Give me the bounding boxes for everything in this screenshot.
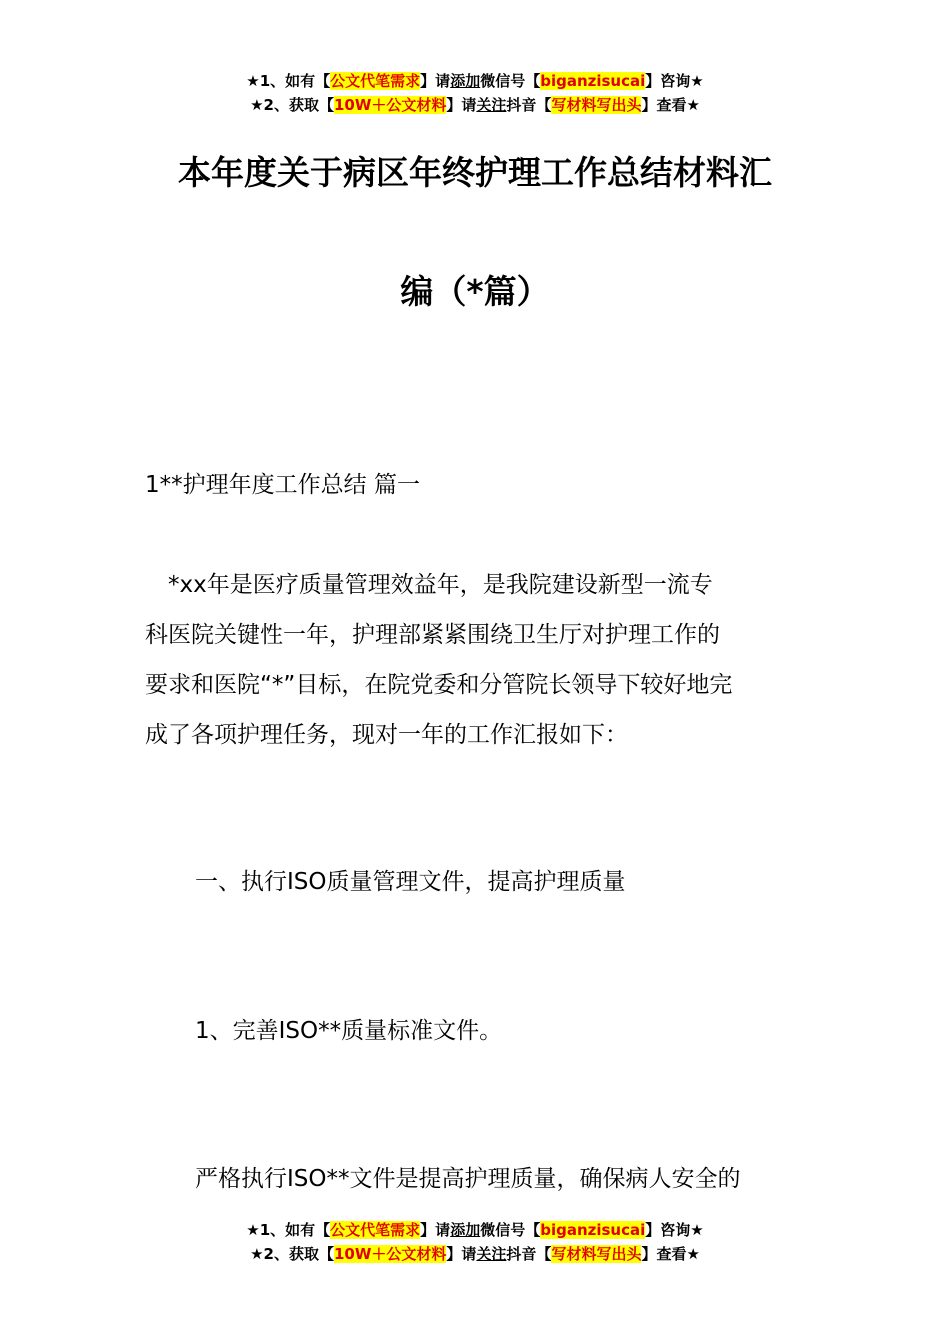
intro-paragraph [145,560,810,760]
promo-banner-bottom [0,1218,950,1266]
body-paragraph-2: 严格执行ISO**文件是提高护理质量，确保病人安全的 [195,1166,741,1192]
promo-text: ★1、如有【 [246,1221,331,1239]
promo-text: 】请 [446,96,477,114]
promo-text: 】查看★ [641,1245,700,1263]
subheading-1: 一、执行ISO质量管理文件，提高护理质量 [195,869,626,895]
promo-text: 】咨询★ [645,72,704,90]
promo-underlined: 关注 [476,1245,507,1263]
promo-text: ★1、如有【 [246,72,331,90]
paragraph-line: 科医院关键性一年，护理部紧紧围绕卫生厅对护理工作的 [145,622,720,648]
paragraph-line: 要求和医院“*”目标，在院党委和分管院长领导下较好地完 [145,672,733,698]
paragraph-line: 成了各项护理任务，现对一年的工作汇报如下： [145,722,628,748]
promo-text: 】查看★ [641,96,700,114]
promo-line-2 [0,93,950,117]
promo-text: 抖音【 [506,96,552,114]
promo-banner-top [0,69,950,117]
promo-text: 微信号【 [480,72,541,90]
section-heading: 1**护理年度工作总结 篇一 [145,472,420,498]
document-title-line-2: 编（*篇） [400,272,550,311]
promo-text: ★2、获取【 [250,1245,334,1263]
subheading-1-1: 1、完善ISO**质量标准文件。 [195,1018,503,1044]
promo-text: 】请 [446,1245,477,1263]
promo-line-1 [0,69,950,93]
promo-line-2 [0,1242,950,1266]
paragraph-line: *xx年是医疗质量管理效益年，是我院建设新型一流专 [145,572,713,598]
promo-underlined: 添加 [450,72,481,90]
promo-text: 】咨询★ [645,1221,704,1239]
promo-highlight: 10W＋公文材料 [333,96,447,114]
promo-text: ★2、获取【 [250,96,334,114]
promo-text: 】请 [420,72,451,90]
promo-highlight: 10W＋公文材料 [333,1245,447,1263]
promo-underlined: 关注 [476,96,507,114]
promo-highlight: 写材料写出头 [551,1245,642,1263]
document-title-line-1: 本年度关于病区年终护理工作总结材料汇 [178,153,772,192]
promo-highlight: 写材料写出头 [551,96,642,114]
promo-line-1 [0,1218,950,1242]
promo-underlined: 添加 [450,1221,481,1239]
promo-text: 】请 [420,1221,451,1239]
promo-highlight: biganzisucai [540,72,646,90]
promo-highlight: biganzisucai [540,1221,646,1239]
promo-text: 抖音【 [506,1245,552,1263]
promo-text: 微信号【 [480,1221,541,1239]
promo-highlight: 公文代笔需求 [330,72,421,90]
promo-highlight: 公文代笔需求 [330,1221,421,1239]
